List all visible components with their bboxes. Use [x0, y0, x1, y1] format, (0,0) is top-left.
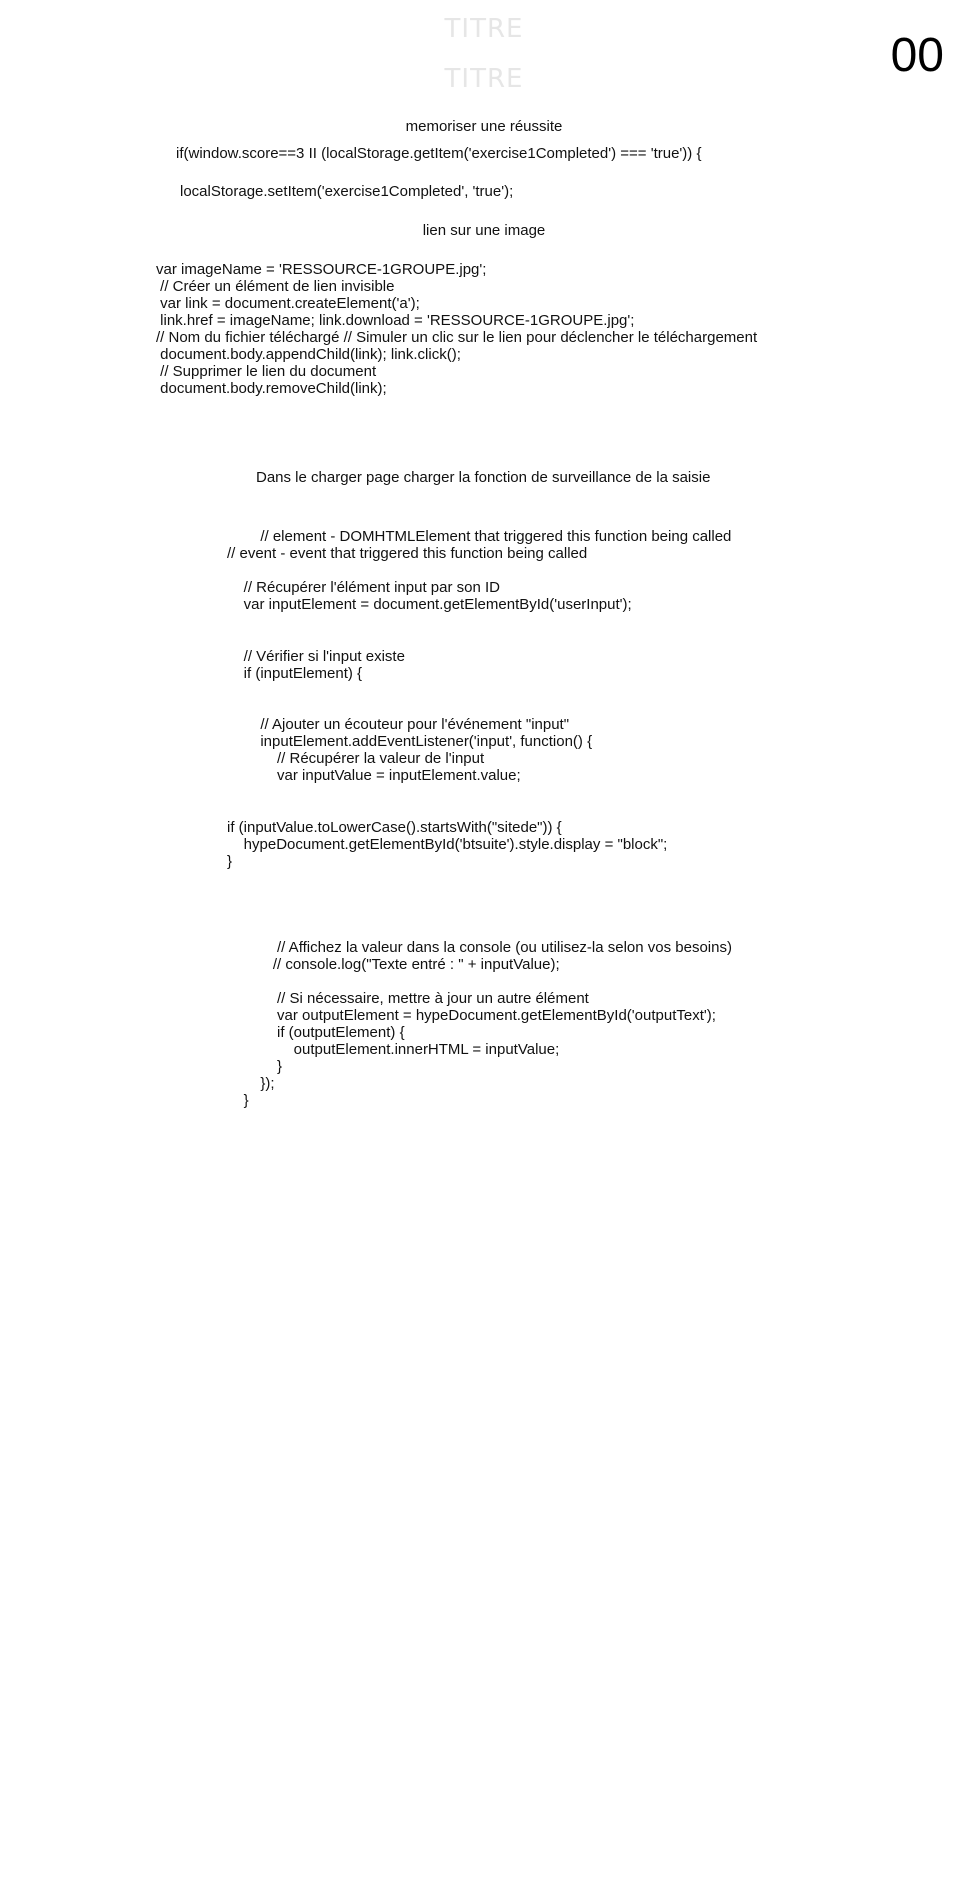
code-line: var imageName = 'RESSOURCE-1GROUPE.jpg'; — [156, 261, 487, 278]
code-line: // Si nécessaire, mettre à jour un autre élément — [227, 990, 589, 1007]
code-line: if (outputElement) { — [227, 1024, 405, 1041]
code-line: } — [227, 1058, 283, 1075]
title-placeholder-1: TITRE — [444, 14, 524, 44]
code-line: // event - event that triggered this function being called — [227, 545, 588, 562]
score-counter: 00 — [890, 29, 944, 82]
code-line: // console.log("Texte entré : " + inputValue); — [227, 956, 560, 973]
code-line: if(window.score==3 II (localStorage.getItem('exercise1Completed') === 'true')) { — [176, 145, 702, 162]
section-heading-memoriser: memoriser une réussite — [405, 118, 563, 135]
code-line: document.body.appendChild(link); link.click(); — [156, 346, 461, 363]
code-line: document.body.removeChild(link); — [156, 380, 387, 397]
code-line: // Récupérer l'élément input par son ID — [227, 579, 500, 596]
code-line: // Supprimer le lien du document — [156, 363, 377, 380]
code-line: var inputValue = inputElement.value; — [227, 767, 521, 784]
code-line: // Récupérer la valeur de l'input — [227, 750, 485, 767]
code-line: if (inputElement) { — [227, 665, 363, 682]
code-line: // Ajouter un écouteur pour l'événement "input" — [227, 716, 570, 733]
code-line: } — [227, 853, 233, 870]
code-line: var link = document.createElement('a'); — [156, 295, 420, 312]
code-line: inputElement.addEventListener('input', function() { — [227, 733, 593, 750]
code-line: var outputElement = hypeDocument.getElementById('outputText'); — [227, 1007, 716, 1024]
section-heading-lien: lien sur une image — [422, 222, 546, 239]
code-line: hypeDocument.getElementById('btsuite').style.display = "block"; — [227, 836, 668, 853]
code-line: link.href = imageName; link.download = 'RESSOURCE-1GROUPE.jpg'; — [156, 312, 635, 329]
code-line: outputElement.innerHTML = inputValue; — [227, 1041, 560, 1058]
code-line: // Vérifier si l'input existe — [227, 648, 405, 665]
code-line: localStorage.setItem('exercise1Completed', 'true'); — [180, 183, 514, 200]
code-line: // Créer un élément de lien invisible — [156, 278, 395, 295]
code-line: }); — [227, 1075, 275, 1092]
code-line: if (inputValue.toLowerCase().startsWith("sitede")) { — [227, 819, 562, 836]
code-line: } — [227, 1092, 249, 1109]
code-line: // Nom du fichier téléchargé // Simuler un clic sur le lien pour déclencher le téléchargement — [156, 329, 758, 346]
title-placeholder-2: TITRE — [444, 64, 524, 94]
code-line: var inputElement = document.getElementById('userInput'); — [227, 596, 632, 613]
code-line: // element - DOMHTMLElement that triggered this function being called — [227, 528, 732, 545]
code-line: // Affichez la valeur dans la console (ou utilisez-la selon vos besoins) — [227, 939, 732, 956]
section-heading-surveillance: Dans le charger page charger la fonction de surveillance de la saisie — [256, 469, 711, 486]
